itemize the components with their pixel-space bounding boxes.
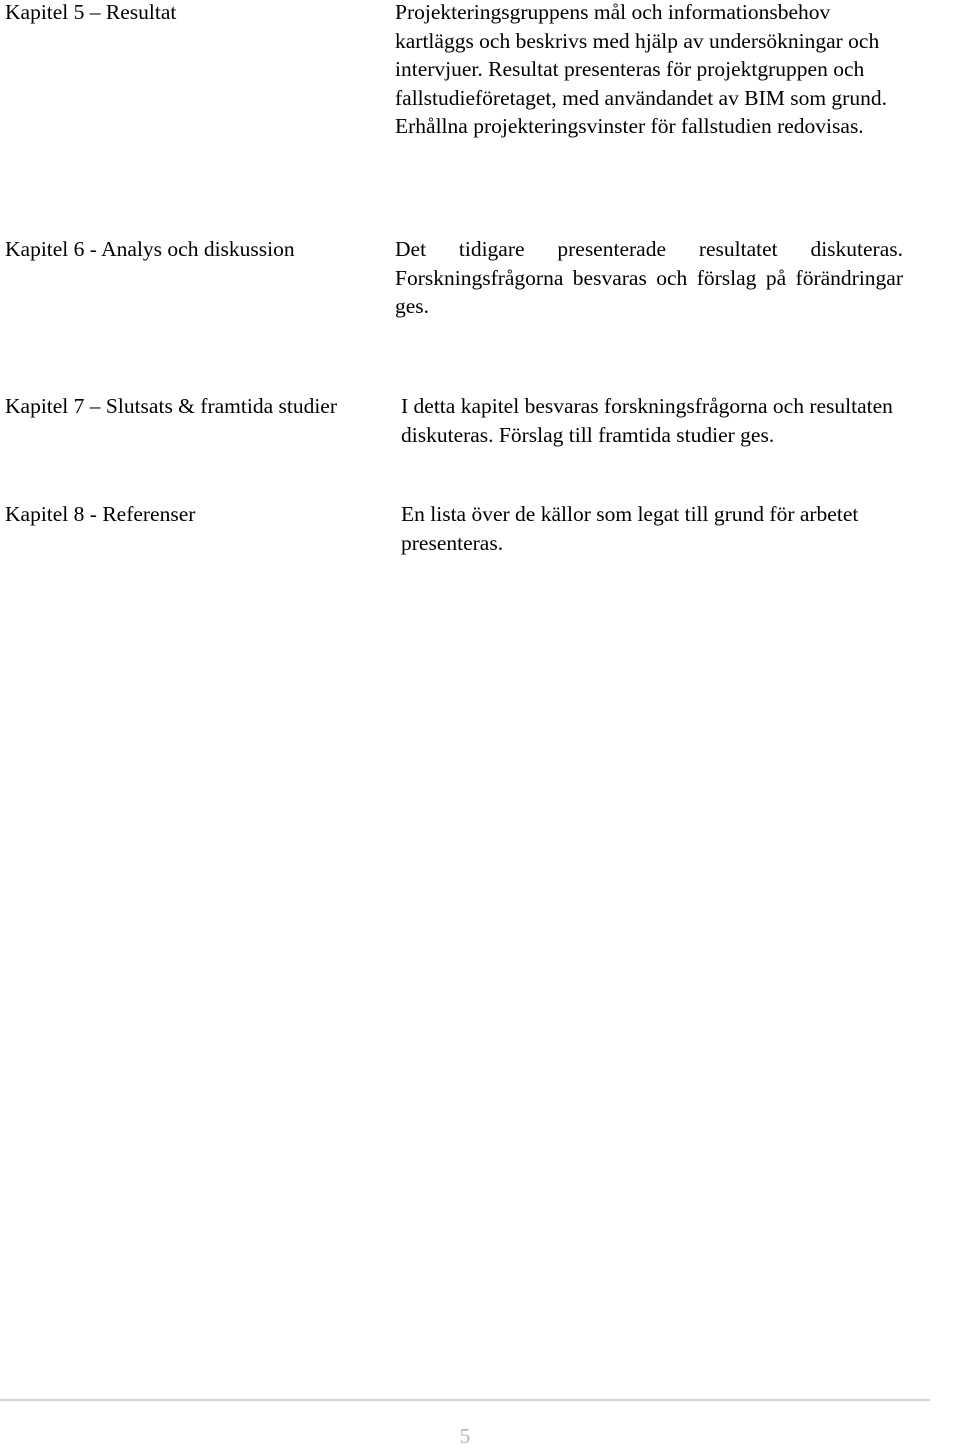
chapter-7-title: Kapitel 7 – Slutsats & framtida studier (5, 394, 338, 418)
footer-divider (0, 1399, 930, 1401)
chapter-6-description: Det tidigare presenterade resultatet diskuteras. Forskningsfrågorna besvaras och förslag på förändringar ges. (395, 237, 903, 318)
chapter-6-title: Kapitel 6 - Analys och diskussion (5, 237, 295, 261)
chapter-5-title: Kapitel 5 – Resultat (5, 0, 177, 24)
chapter-8-title: Kapitel 8 - Referenser (5, 502, 196, 526)
chapter-5-description: Projekteringsgruppens mål och informationsbehov kartläggs och beskrivs med hjälp av undersökningar och intervjuer. Resultat presenteras för projektgruppen och fallstudieföretaget, med användandet av BIM som grund. Erhållna projekteringsvinster för fallstudien redovisas. (395, 0, 887, 138)
chapter-7-description: I detta kapitel besvaras forskningsfrågorna och resultaten diskuteras. Förslag till framtida studier ges. (401, 394, 893, 447)
chapter-8-description: En lista över de källor som legat till grund för arbetet presenteras. (401, 502, 859, 555)
page-number: 5 (459, 1424, 471, 1448)
